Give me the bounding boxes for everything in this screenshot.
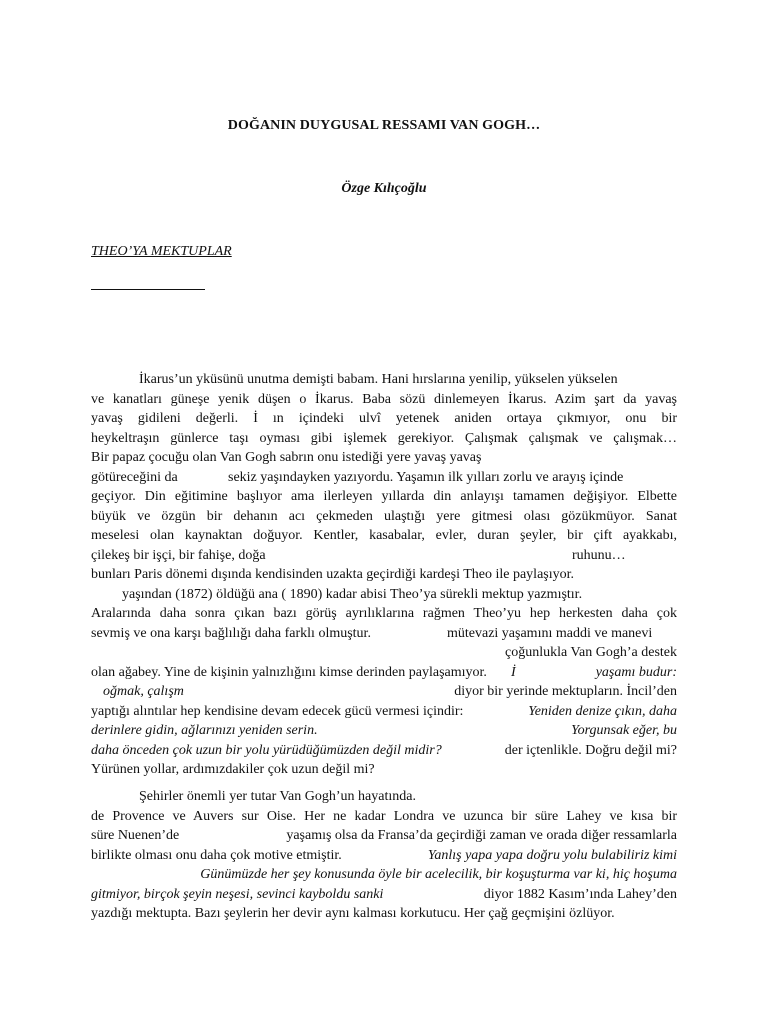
text-line: yavaş gidileni değerli. İ ın içindeki ulvî yetenek aniden ortaya çıkmıyor, onu bir <box>91 411 677 426</box>
text-fragment: süre Nuenen’de <box>91 828 180 843</box>
document-title: DOĞANIN DUYGUSAL RESSAMI VAN GOGH… <box>227 118 541 133</box>
text-fragment: çoğunlukla Van Gogh’a destek <box>505 645 677 660</box>
text-line <box>91 865 677 885</box>
text-fragment: Günümüzde her şey konusunda öyle bir acelecilik, bir koşuşturma var ki, hiç hoşuma <box>200 867 677 882</box>
horizontal-rule <box>91 289 205 290</box>
paragraph-1 <box>91 370 677 780</box>
text-line: bunları Paris dönemi dışında kendisinden uzakta geçirdiği kardeşi Theo ile paylaşıyor. <box>91 567 575 582</box>
text-line <box>91 702 677 722</box>
text-line <box>91 826 677 846</box>
text-line <box>91 585 677 605</box>
text-line: Aralarında daha sonra çıkan bazı görüş ayrılıklarına rağmen Theo’yu hep herkesten daha çok <box>91 606 677 621</box>
text-fragment: Yorgunsak eğer, bu <box>571 723 677 738</box>
text-line <box>91 721 677 741</box>
text-fragment: Yanlış yapa yapa doğru yolu bulabiliriz kimi <box>427 847 677 863</box>
text-fragment: der içtenlikle. Doğru değil mi? <box>504 742 677 758</box>
text-fragment: daha önceden çok uzun bir yolu yürüdüğümüzden değil midir? <box>91 742 442 758</box>
text-fragment: gitmiyor, birçok şeyin neşesi, sevinci kayboldu sanki <box>91 886 384 902</box>
author-name: Özge Kılıçoğlu <box>341 181 427 196</box>
text-line: büyük ve özgün bir dehanın acı çekmeden ulaştığı yere gitmesi olası gözükmüyor. Sanat <box>91 508 677 524</box>
text-line <box>91 663 677 683</box>
text-line: Yürünen yollar, ardımızdakiler çok uzun değil mi? <box>91 762 375 777</box>
text-line <box>91 624 677 644</box>
text-fragment: olan ağabey. Yine de kişinin yalnızlığını kimse derinden paylaşamıyor. <box>91 664 487 680</box>
text-line: heykeltraşın günlerce taşı oyması gibi işlemek gerekiyor. Çalışmak çalışmak ve çalışmak… <box>91 430 677 446</box>
text-fragment: mütevazi yaşamını maddi ve manevi <box>447 625 653 641</box>
text-line: yazdığı mektupta. Bazı şeylerin her devir aynı kalması korkutucu. Her çağ geçmişini özlüyor. <box>91 906 615 921</box>
text-fragment: diyor 1882 Kasım’ında Lahey’den <box>483 886 677 902</box>
text-fragment: sekiz yaşındayken yazıyordu. Yaşamın ilk yılları zorlu ve arayış içinde <box>228 469 624 485</box>
text-fragment: derinlere gidin, ağlarınızı yeniden serin. <box>91 723 318 738</box>
text-fragment: yaşamı budur: <box>595 664 677 680</box>
text-line <box>91 682 677 702</box>
text-fragment: çilekeş bir işçi, bir fahişe, doğa <box>91 547 266 563</box>
text-fragment: sevmiş ve ona karşı bağlılığı daha farklı olmuştur. <box>91 625 371 641</box>
text-line <box>91 741 677 761</box>
text-fragment: birlikte olması onu daha çok motive etmiştir. <box>91 847 342 863</box>
text-fragment: oğmak, çalışm <box>103 684 184 699</box>
text-line <box>91 846 677 866</box>
text-fragment: İ <box>511 664 516 680</box>
section-heading: THEO’YA MEKTUPLAR <box>91 244 232 259</box>
text-line: ve kanatları güneşe yenik düşen o İkarus. Baba sözü dinlemeyen İkarus. Azim şart da yavaş <box>91 391 677 407</box>
text-line <box>91 468 677 488</box>
paragraph-2 <box>91 787 677 924</box>
text-line: Bir papaz çocuğu olan Van Gogh sabrın onu istediği yere yavaş yavaş <box>91 450 482 465</box>
text-fragment: Yeniden denize çıkın, daha <box>528 703 677 719</box>
text-line: de Provence ve Auvers sur Oise. Her ne kadar Londra ve uzunca bir süre Lahey ve kısa bir <box>91 808 677 824</box>
text-line <box>91 643 677 663</box>
text-fragment: götüreceğini da <box>91 469 178 485</box>
text-line <box>91 885 677 905</box>
text-line: Şehirler önemli yer tutar Van Gogh’un hayatında. <box>139 789 416 804</box>
text-line: İkarus’un yküsünü unutma demişti babam. Hani hırslarına yenilip, yükselen yükselen <box>139 372 618 387</box>
text-fragment: ruhunu… <box>572 547 626 563</box>
text-line <box>91 546 677 566</box>
text-line: meselesi olan kaynaktan doğuyor. Kentler, kasabalar, evler, duran şeyler, bir çift ayakkabı, <box>91 528 677 543</box>
text-fragment: diyor bir yerinde mektupların. İncil’den <box>454 684 677 699</box>
text-fragment: yaşından (1872) öldüğü ana ( 1890) kadar abisi Theo’ya sürekli mektup yazmıştır. <box>122 586 583 602</box>
text-fragment: yaşamış olsa da Fransa’da geçirdiği zaman ve orada diğer ressamlarla <box>286 828 677 843</box>
text-fragment: yaptığı alıntılar hep kendisine devam edecek gücü vermesi içindir: <box>91 703 464 719</box>
text-line: geçiyor. Din eğitimine başlıyor ama ilerleyen yıllarda din anlayışı tamamen değişiyor. Elbette <box>91 489 677 504</box>
